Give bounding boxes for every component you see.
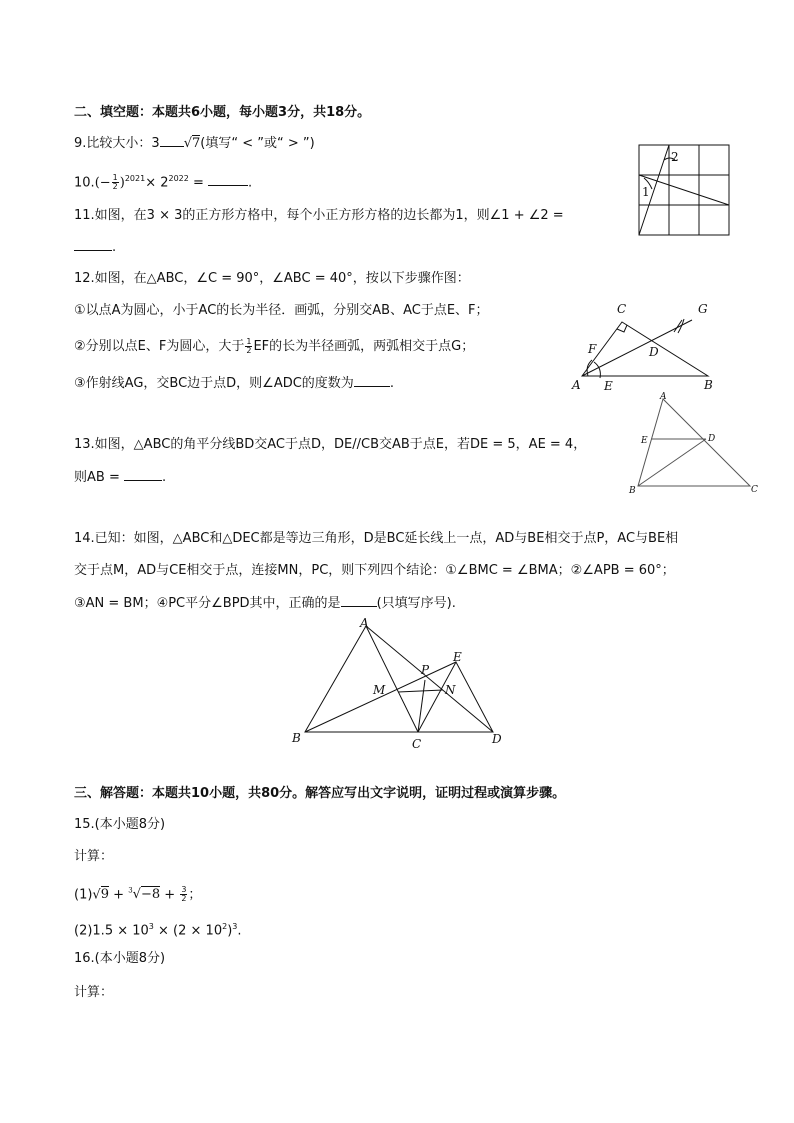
triangle-abc xyxy=(305,626,418,732)
q12-triangle-figure xyxy=(566,296,726,396)
q9-answer-blank[interactable] xyxy=(160,134,184,147)
question-14-line-3: ③AN = BM；④PC平分∠BPD其中，正确的是 (只填写序号). xyxy=(74,596,456,611)
question-16-title: 16.(本小题8分) xyxy=(74,951,166,966)
label-d: D xyxy=(492,732,502,746)
question-15-part-1: (1)√9 + $^3$√−8 + $\frac{3}{2}$ ； xyxy=(74,885,202,904)
q10-answer-blank[interactable] xyxy=(208,173,248,186)
question-9 xyxy=(74,134,315,153)
label-n: N xyxy=(445,683,456,697)
triangle-abc xyxy=(582,322,708,376)
q12-step-2: ②分别以点E、F为圆心，大于 $\frac{1}{2}$ EF的长为半径画弧，两弧相交于点G； xyxy=(74,337,475,355)
question-10: 10.(− $\frac{1}{2}$ )$^{2021}\times 2^{2022}$ = . xyxy=(74,173,253,192)
label-c: C xyxy=(751,485,758,495)
segment-mn xyxy=(398,690,443,692)
q9-sqrt: √7 xyxy=(183,136,201,151)
label-a: A xyxy=(360,616,369,630)
bisector-bd xyxy=(638,439,706,486)
question-12: 12.如图，在△ABC，∠C = 90°，∠ABC = 40°，按以下步骤作图： xyxy=(74,271,470,286)
question-14: 14.已知：如图，△ABC和△DEC都是等边三角形，D是BC延长线上一点，AD与BE相交于点P，AC与BE相 xyxy=(74,531,679,546)
question-13: 13.如图，△ABC的角平分线BD交AC于点D，DE//CB交AB于点E，若DE = 5，AE = 4， xyxy=(74,437,587,452)
label-c: C xyxy=(617,302,627,316)
triangle-abc xyxy=(638,399,750,486)
label-d: D xyxy=(649,345,659,359)
label-d: D xyxy=(708,434,716,444)
label-f: F xyxy=(588,342,597,356)
label-a: A xyxy=(572,378,581,392)
label-b: B xyxy=(292,731,301,745)
q11-answer-blank[interactable] xyxy=(74,238,112,251)
q12-answer-blank[interactable] xyxy=(354,374,390,387)
q12-step-1: ①以点A为圆心，小于AC的长为半径．画弧，分别交AB、AC于点E、F； xyxy=(74,303,489,318)
label-m: M xyxy=(373,683,386,697)
grid-diagonal-2 xyxy=(639,175,729,205)
q12-step-3: ③作射线AG，交BC边于点D，则∠ADC的度数为 . xyxy=(74,376,394,391)
question-16-instruction: 计算： xyxy=(74,985,114,1000)
q13-triangle-figure xyxy=(626,390,762,496)
question-13-line-2: 则AB = . xyxy=(74,470,167,485)
q9-hint: (填写“ < ”或“ > ”) xyxy=(200,136,315,151)
label-e: E xyxy=(453,650,462,664)
q10-fraction: $\frac{1}{2}$ xyxy=(112,173,118,192)
section-2-heading: 二、填空题：本题共6小题，每小题3分，共18分。 xyxy=(74,105,371,120)
question-15-instruction: 计算： xyxy=(74,849,114,864)
label-b: B xyxy=(629,486,636,496)
question-11-answer: . xyxy=(74,238,116,257)
q13-answer-blank[interactable] xyxy=(124,468,162,481)
label-e: E xyxy=(641,436,648,446)
q9-text: 9.比较大小：3 xyxy=(74,136,160,151)
question-15-title: 15.(本小题8分) xyxy=(74,817,166,832)
segment-pc xyxy=(418,680,425,732)
q11-label-1: 1 xyxy=(642,185,650,199)
label-c: C xyxy=(412,737,422,751)
label-b: B xyxy=(704,378,713,392)
q11-label-2: 2 xyxy=(671,150,679,164)
segment-ad xyxy=(366,626,493,732)
question-14-line-2: 交于点M，AD与CE相交于点，连接MN，PC，则下列四个结论：①∠BMC = ∠BMA；②∠APB = 60°； xyxy=(74,563,675,578)
label-a: A xyxy=(660,392,667,402)
q14-answer-blank[interactable] xyxy=(341,594,377,607)
label-g: G xyxy=(698,302,708,316)
question-15-part-2: $(2)1.5 \times 10^3 \times (2 \times 10^2)^3$. xyxy=(74,922,242,939)
section-3-heading: 三、解答题：本题共10小题，共80分。解答应写出文字说明，证明过程或演算步骤。 xyxy=(74,786,566,801)
label-p: P xyxy=(421,663,430,677)
segment-be xyxy=(305,662,456,732)
question-11: 11.如图，在3 × 3的正方形方格中，每个小正方形方格的边长都为1，则∠1 + ∠2 = xyxy=(74,208,564,223)
q14-triangles-figure xyxy=(288,614,514,754)
triangle-dec xyxy=(418,662,493,732)
label-e: E xyxy=(604,379,613,393)
q11-grid-figure xyxy=(638,144,732,238)
